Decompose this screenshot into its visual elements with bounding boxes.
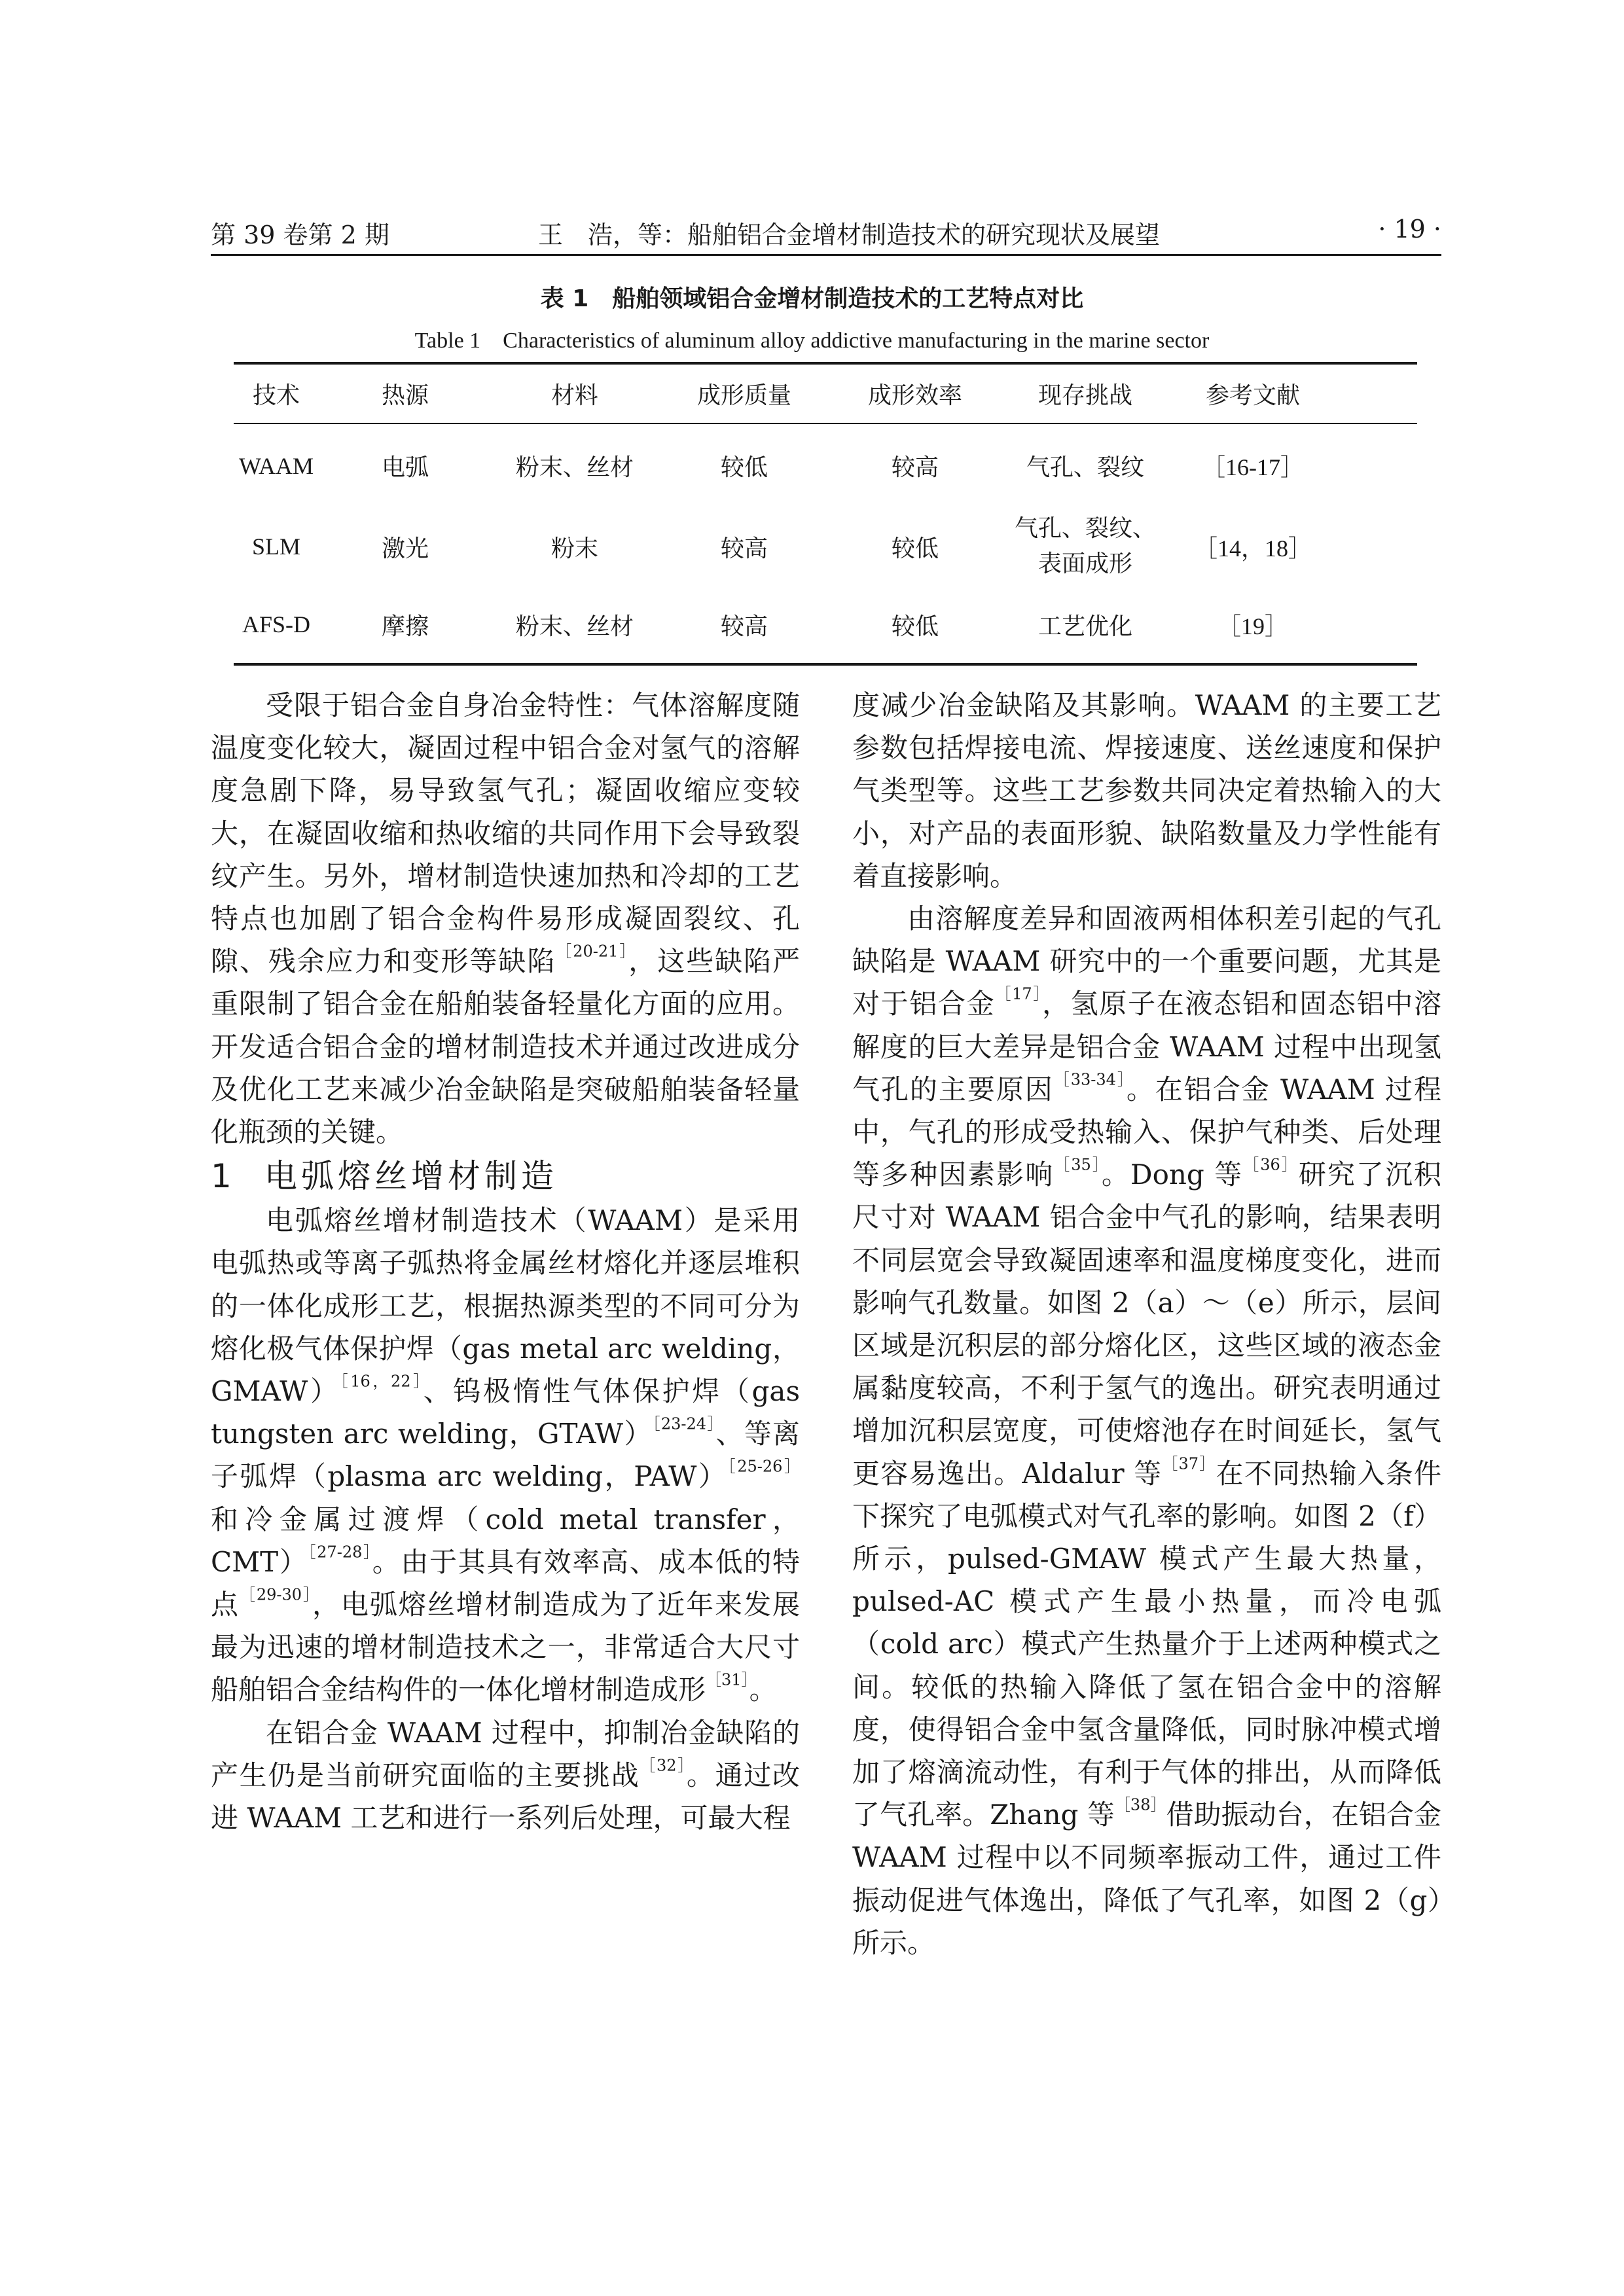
table-cell: WAAM [239,452,314,479]
citation: ［37］ [1162,1454,1216,1473]
table-header-cell: 热源 [381,382,429,409]
citation: ［33-34］ [1053,1070,1127,1089]
table-row [234,423,1417,507]
table-cell: 粉末 [550,535,598,562]
section-number: 1 [211,1157,236,1196]
table-cell: 气孔、裂纹 [1026,454,1144,481]
page-number: · 19 · [1378,215,1441,243]
citation: ［29-30］ [239,1585,312,1604]
table-caption-en: Table 1 Characteristics of aluminum alloy addictive manufacturing in the marine sector [414,329,1210,353]
table-cell: SLM [251,533,301,560]
table-header-cell: 参考文献 [1205,382,1300,409]
citation: ［23-24］ [652,1414,716,1433]
table-cell: 较低 [891,535,939,562]
running-title: 王 浩，等：船舶铝合金增材制造技术的研究现状及展望 [538,221,1161,249]
citation: ［31］ [706,1670,749,1689]
citation: ［27-28］ [308,1543,372,1562]
table-cell: 粉末、丝材 [515,613,634,640]
table-cell: 摩擦 [381,613,429,640]
paragraph: 受限于铝合金自身冶金特性：气体溶解度随温度变化较大，凝固过程中铝合金对氢气的溶解度急剧下降，易导致氢气孔；凝固收缩应变较大，在凝固收缩和热收缩的共同作用下会导致裂纹产生。另外，增材制造快速加热和冷却的工艺特点也加剧了铝合金构件易形成凝固裂纹、孔隙、残余应力和变形等缺陷$^{[20-21]}$，这些缺陷严重限制了铝合金在船舶装备轻量化方面的应用。开发适合铝合金的增材制造技术并通过改进成分及优化工艺来减少冶金缺陷是突破船舶装备轻量化瓶颈的关键。 [211,689,800,1149]
table-header-cell: 成形效率 [867,382,962,409]
table-cell: 工艺优化 [1038,613,1132,640]
table-cell: 较高 [720,613,768,640]
citation: ［25-26］ [727,1457,800,1476]
paragraph: 由溶解度差异和固液两相体积差引起的气孔缺陷是 WAAM 研究中的一个重要问题，尤其是对于铝合金$^{[17]}$，氢原子在液态铝和固态铝中溶解度的巨大差异是铝合金 WAAM 过程中出现氢气孔的主要原因$^{[33-34]}$。在铝合金 WAAM 过程中，气孔的形成受热输入、保护气种类、后处理等多种因素影响$^{[35]}$。Dong 等$^{[36]}$研究了沉积尺寸对 WAAM 铝合金中气孔的影响，结果表明不同层宽会导致凝固速率和温度梯度变化，进而影响气孔数量。如图 2（a）～（e）所示，层间区域是沉积层的部分熔化区，这些区域的液态金属黏度较高，不利于氢气的逸出。研究表明通过增加沉积层宽度，可使熔池存在时间延长，氢气更容易逸出。Aldalur 等$^{[37]}$在不同热输入条件下探究了电弧模式对气孔率的影响。如图 2（f）所示，pulsed-GMAW 模式产生最大热量，pulsed-AC 模式产生最小热量，而冷电弧（cold arc）模式产生热量介于上述两种模式之间。较低的热输入降低了氢在铝合金中的溶解度，使得铝合金中氢含量降低，同时脉冲模式增加了熔滴流动性，有利于气体的排出，从而降低了气孔率。Zhang 等$^{[38]}$借助振动台，在铝合金 WAAM 过程中以不同频率振动工件，通过工件振动促进气体逸出，降低了气孔率，如图 2（g）所示。 [852,903,1441,1959]
citation: ［38］ [1114,1795,1166,1814]
section-title: 电弧熔丝增材制造 [264,1157,558,1196]
table-cell: ［16-17］ [1202,454,1304,480]
citation: ［36］ [1243,1155,1299,1174]
table-cell: 较低 [720,454,768,481]
table-header-cell: 材料 [550,382,598,409]
table-cell: 较高 [720,535,768,562]
table-cell: 较高 [891,454,939,481]
citation: ［32］ [640,1756,687,1775]
paragraph: 度减少冶金缺陷及其影响。WAAM 的主要工艺参数包括焊接电流、焊接速度、送丝速度和保护气类型等。这些工艺参数共同决定着热输入的大小，对产品的表面形貌、缺陷数量及力学性能有着直接影响。 [852,689,1441,892]
citation: ［16，22］ [340,1372,424,1391]
table-header-cell: 现存挑战 [1038,382,1132,409]
table-cell: 激光 [381,535,429,562]
citation: ［35］ [1054,1155,1102,1174]
table-cell: 粉末、丝材 [515,454,634,481]
paragraph: 在铝合金 WAAM 过程中，抑制冶金缺陷的产生仍是当前研究面临的主要挑战$^{[32]}$。通过改进 WAAM 工艺和进行一系列后处理，可最大程 [211,1716,800,1835]
citation: ［20-21］ [556,942,629,961]
table-caption-cn: 表 1 船舶领域铝合金增材制造技术的工艺特点对比 [540,285,1084,312]
left-column [211,684,800,1839]
table-cell: 电弧 [381,454,429,481]
table-cell-line: 表面成形 [1038,550,1132,577]
table-cell-line: 气孔、裂纹、 [1014,515,1156,542]
comparison-table [234,362,1417,666]
section-heading [211,1153,800,1199]
table-header-cell: 成形质量 [696,382,791,409]
page-header [211,208,1441,256]
table-header-cell: 技术 [252,382,300,409]
table-cell: AFS-D [242,611,311,637]
table-row [234,586,1417,664]
citation: ［17］ [995,984,1043,1003]
table-cell [1000,507,1171,586]
table-header-row [234,363,1417,423]
table-row [234,507,1417,586]
right-column [852,684,1441,1964]
journal-issue: 第 39 卷第 2 期 [211,221,389,249]
table-cell: ［14，18］ [1193,535,1312,562]
table-cell: ［19］ [1217,613,1288,639]
table-cell: 较低 [891,613,939,640]
paragraph: 电弧熔丝增材制造技术（WAAM）是采用电弧热或等离子弧热将金属丝材熔化并逐层堆积的一体化成形工艺，根据热源类型的不同可分为熔化极气体保护焊（gas metal arc welding，GMAW）$^{[16,22]}$、钨极惰性气体保护焊（gas tungsten arc welding，GTAW）$^{[23-24]}$、等离子弧焊（plasma arc welding，PAW）$^{[25-26]}$和冷金属过渡焊（cold metal transfer，CMT）$^{[27-28]}$。由于其具有效率高、成本低的特点$^{[29-30]}$，电弧熔丝增材制造成为了近年来发展最为迅速的增材制造技术之一，非常适合大尺寸船舶铝合金结构件的一体化增材制造成形$^{[31]}$。 [211,1204,801,1706]
